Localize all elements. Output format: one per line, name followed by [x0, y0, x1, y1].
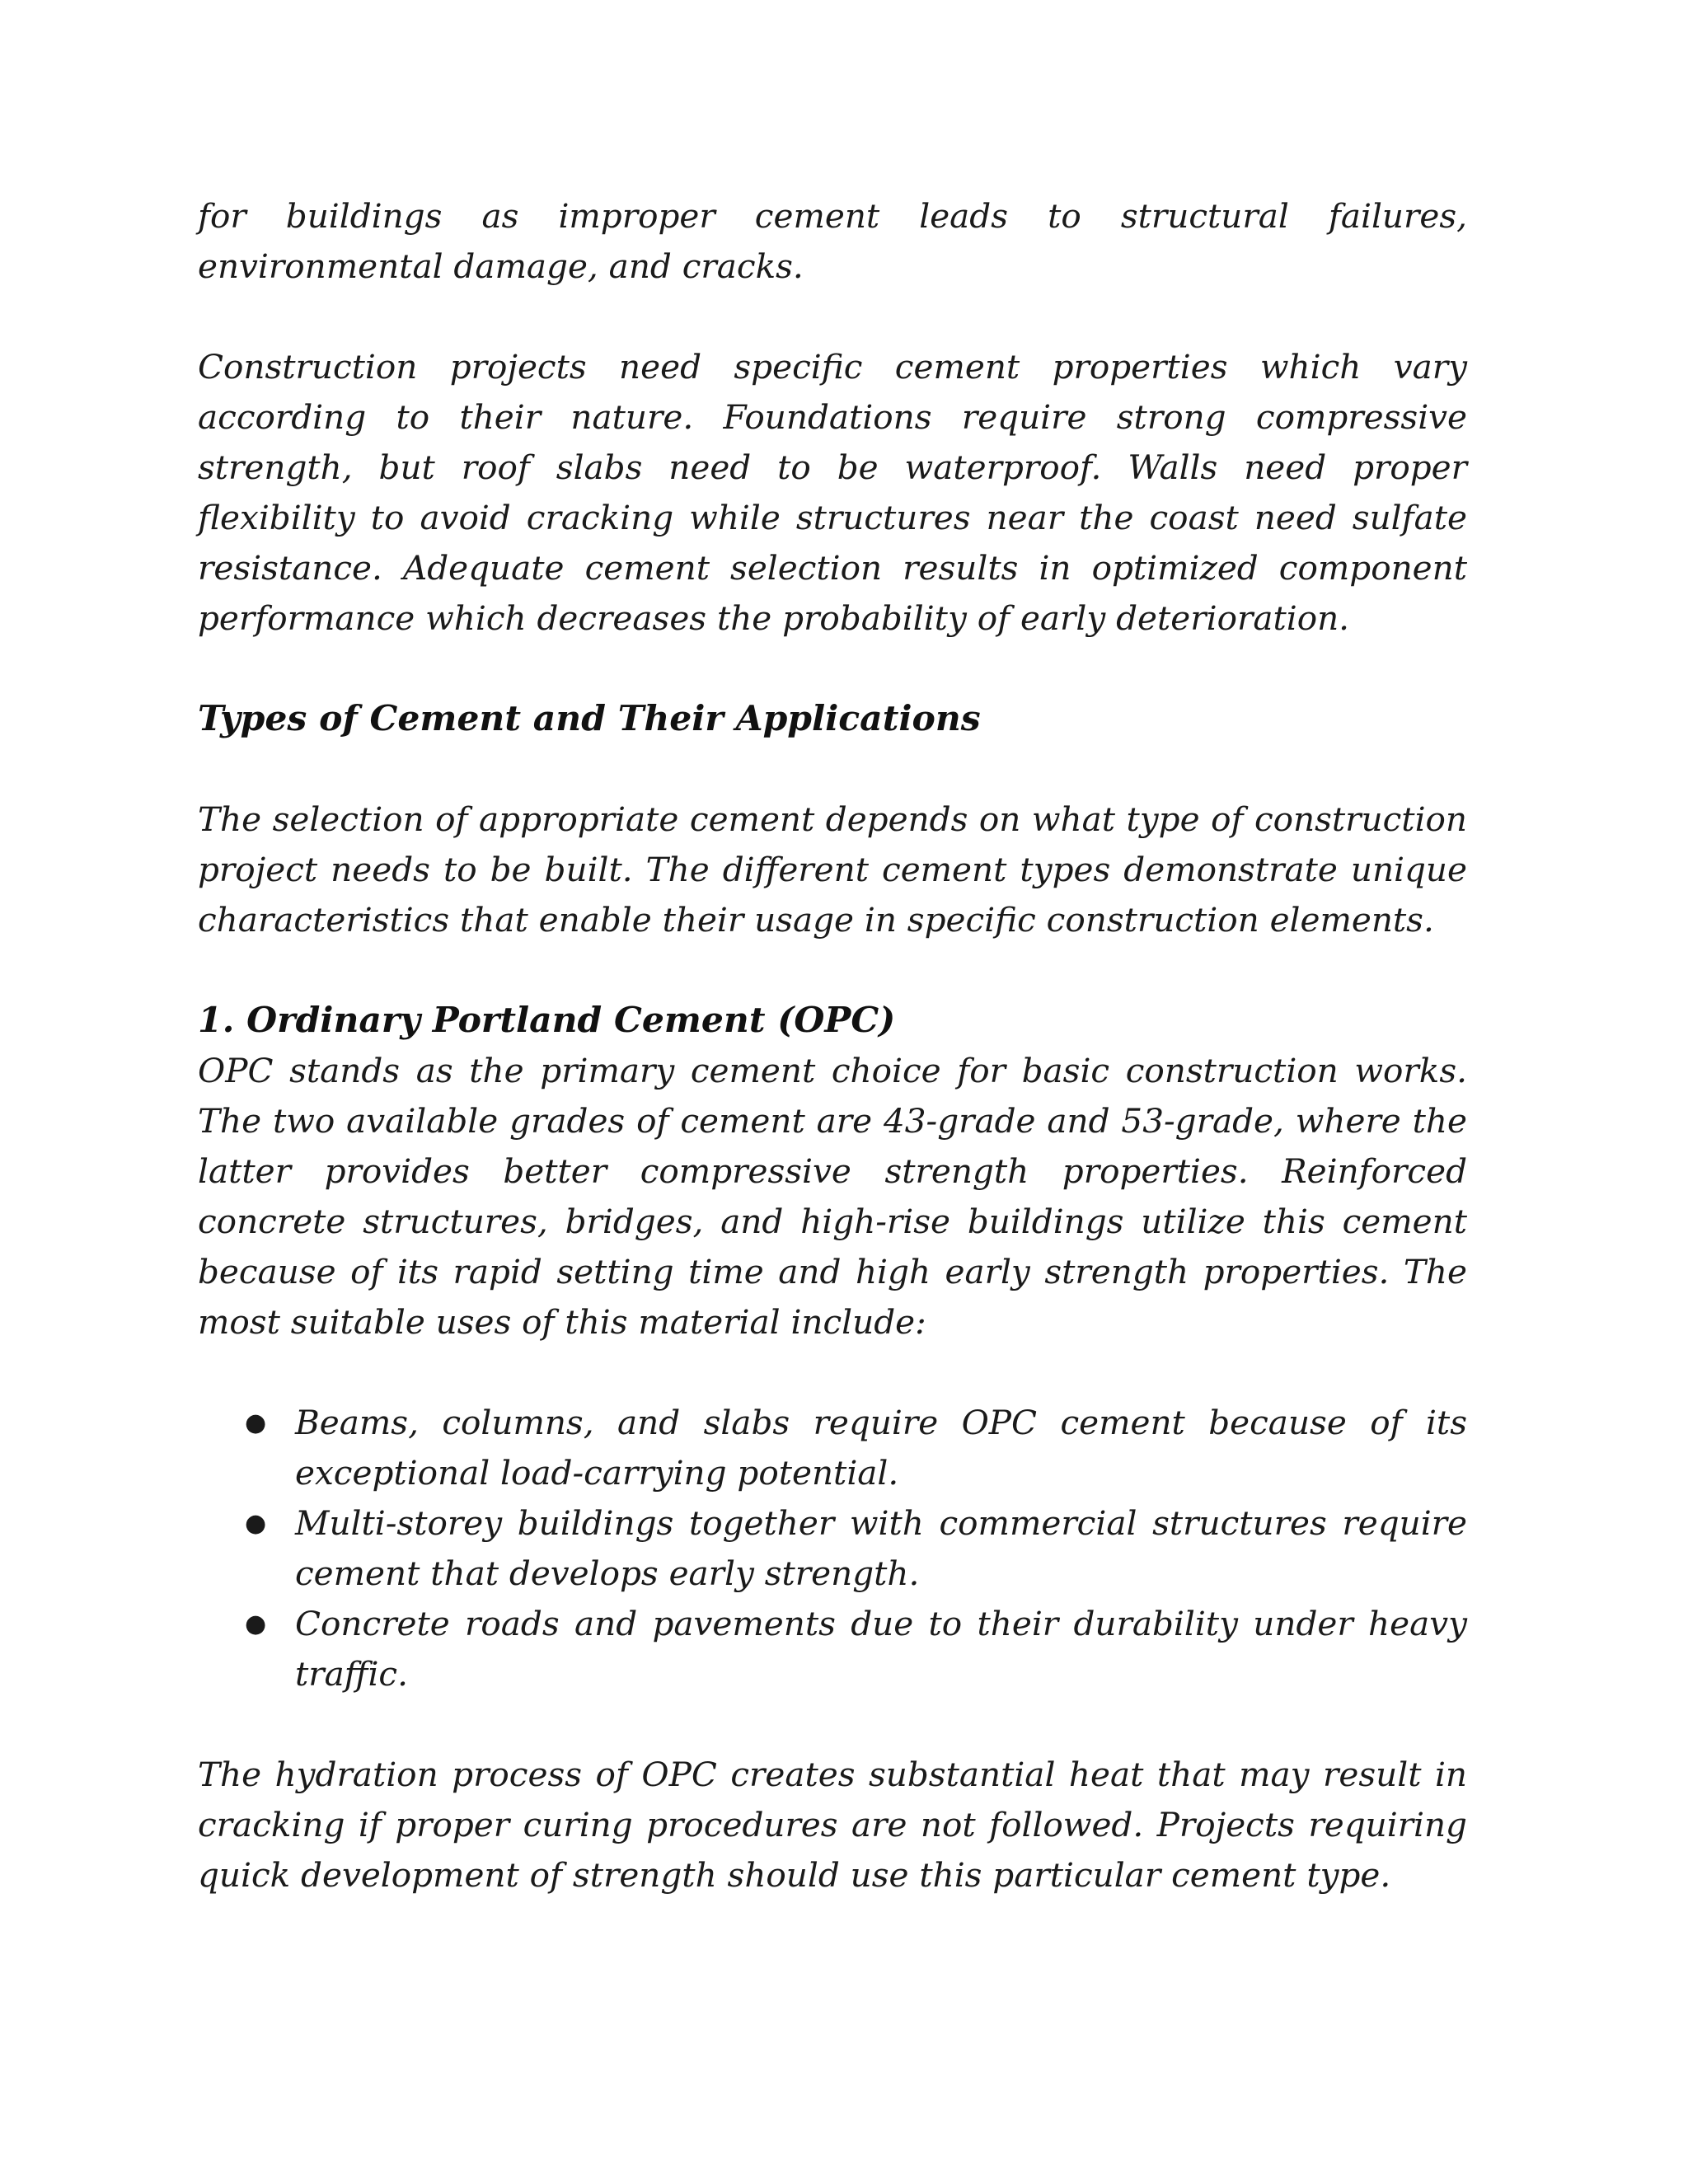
paragraph-spacer — [198, 1347, 1467, 1398]
list-item-text: Beams, columns, and slabs require OPC cement because of its exceptional load-carrying potential. — [295, 1403, 1467, 1493]
document-body — [198, 191, 1467, 1900]
paragraph-intro-continuation: for buildings as improper cement leads to structural failures, environmental damage, and cracks. — [198, 196, 1467, 286]
bullet-icon: ● — [245, 1408, 267, 1437]
opc-uses-list — [198, 1398, 1467, 1699]
bullet-icon: ● — [245, 1509, 267, 1538]
paragraph-spacer — [198, 644, 1467, 694]
paragraph-cement-selection: The selection of appropriate cement depends on what type of construction project needs to be built. The different cement types demonstrate unique characteristics that enable their usage in specific construction elements. — [198, 799, 1467, 940]
bullet-icon: ● — [245, 1610, 267, 1638]
subsection-heading-opc: 1. Ordinary Portland Cement (OPC) — [198, 1000, 896, 1041]
paragraph-opc-description: OPC stands as the primary cement choice for basic construction works. The two available grades of cement are 43-grade and 53-grade, where the latter provides better compressive strength properties. Reinforced concrete structures, bridges, and high-rise buildings utilize this cement because of its rapid setting time and high early strength properties. The most suitable uses of this material include: — [198, 1051, 1467, 1342]
paragraph-spacer — [198, 744, 1467, 794]
list-item — [198, 1498, 1467, 1599]
list-item-text: Multi-storey buildings together with commercial structures require cement that develops early strength. — [295, 1503, 1467, 1593]
list-item — [198, 1398, 1467, 1498]
paragraph-construction-needs: Construction projects need specific cement properties which vary according to their nature. Foundations require strong compressive strength, but roof slabs need to be waterproof. Walls need proper flexibility to avoid cracking while structures near the coast need sulfate resistance. Adequate cement selection results in optimized component performance which decreases the probability of early deterioration. — [198, 347, 1467, 638]
list-item-text: Concrete roads and pavements due to their durability under heavy traffic. — [295, 1604, 1467, 1694]
paragraph-opc-hydration: The hydration process of OPC creates substantial heat that may result in cracking if proper curing procedures are not followed. Projects requiring quick development of strength should use this particular cement type. — [198, 1755, 1467, 1895]
section-heading: Types of Cement and Their Applications — [198, 698, 981, 739]
list-item — [198, 1599, 1467, 1699]
paragraph-spacer — [198, 945, 1467, 996]
paragraph-spacer — [198, 1699, 1467, 1750]
paragraph-spacer — [198, 292, 1467, 342]
